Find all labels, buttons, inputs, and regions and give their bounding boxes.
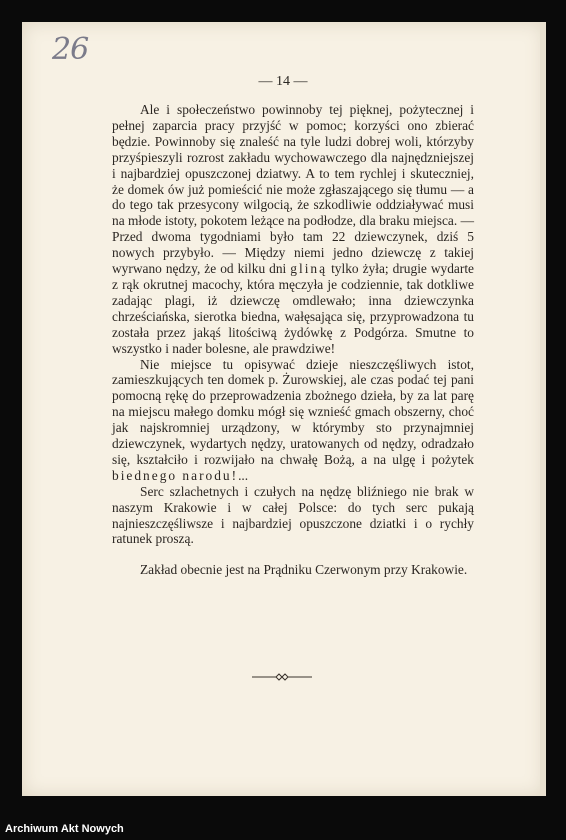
- archive-label: Archiwum Akt Nowych: [5, 823, 124, 835]
- page-number: — 14 —: [258, 74, 308, 89]
- page-edge: [540, 22, 546, 796]
- paragraph-1: Ale i społeczeństwo powinnoby tej pięknej, pożytecznej i pełnej zaparcia pracy przyjść w pomoc; korzyści ono zbierać będzie. Powinnoby się znaleść na tyle ludzi dobrej woli, którzyby przyśpieszyli rozrost zakładu wychowawczego dla najnędzniejszej i najbardziej opuszczonej dziatwy. A to tem rychlej i skuteczniej, że domek ów już pomieścić nie może zgłaszającego się tłumu — a do tego tak przesycony wilgocią, że szkodliwie oddziaływać musi na młode istoty, pokotem leżące na podłodze, dla braku miejsca. — Przed dwoma tygodniami było tam 22 dziewczynek, dziś 5 nowych przybyło. — Między niemi jedno dziewczę z takiej wyrwano nędzy, że od kilku dni gliną tylko żyła; drugie wydarte z rąk okrutnej macochy, która męczyła je codziennie, tak dotkliwe zadając plagi, iż dziewczę omdlewało; inna dziewczynka chrześciańska, sierotka biedna, wałęsająca się, przyprowadzona tu została przez jakąś litościwą żydówkę z Podgórza. Smutne to wszystko i nader bolesne, ale prawdziwe!: [112, 102, 475, 356]
- paragraph-2: Nie miejsce tu opisywać dzieje nieszczęśliwych istot, zamieszkujących ten domek p. Żurowskiej, ale czas podać tej pani pomocną rękę do przeprowadzenia zbożnego dzieła, by za lat parę na miejscu małego domku mógł się wznieść gmach obszerny, choć jak najskromniej urządzony, w którymby sto przynajmniej dziewczynek, wydartych nędzy, uratowanych od nędzy, odradzało się, kształciło i rozwijało na chwałę Bożą, a na ulgę i pożytek biednego narodu!...: [112, 356, 474, 483]
- document-page: [22, 22, 544, 796]
- paragraph-4: Zakład obecnie jest na Prądniku Czerwonym przy Krakowie.: [140, 562, 468, 578]
- handwritten-page-mark: 26: [52, 32, 89, 67]
- ornament-divider: [252, 672, 312, 682]
- emphasized-text: gliną: [290, 261, 328, 277]
- body-text: [112, 102, 474, 578]
- paragraph-3: Serc szlachetnych i czułych na nędzę bliźniego nie brak w naszym Krakowie i w całej Polsce: do tych serc pukają najnieszczęśliwsze i najbardziej opuszczone dziatki i o rychły ratunek proszą.: [112, 483, 474, 547]
- emphasized-text: biednego narodu!: [112, 467, 239, 483]
